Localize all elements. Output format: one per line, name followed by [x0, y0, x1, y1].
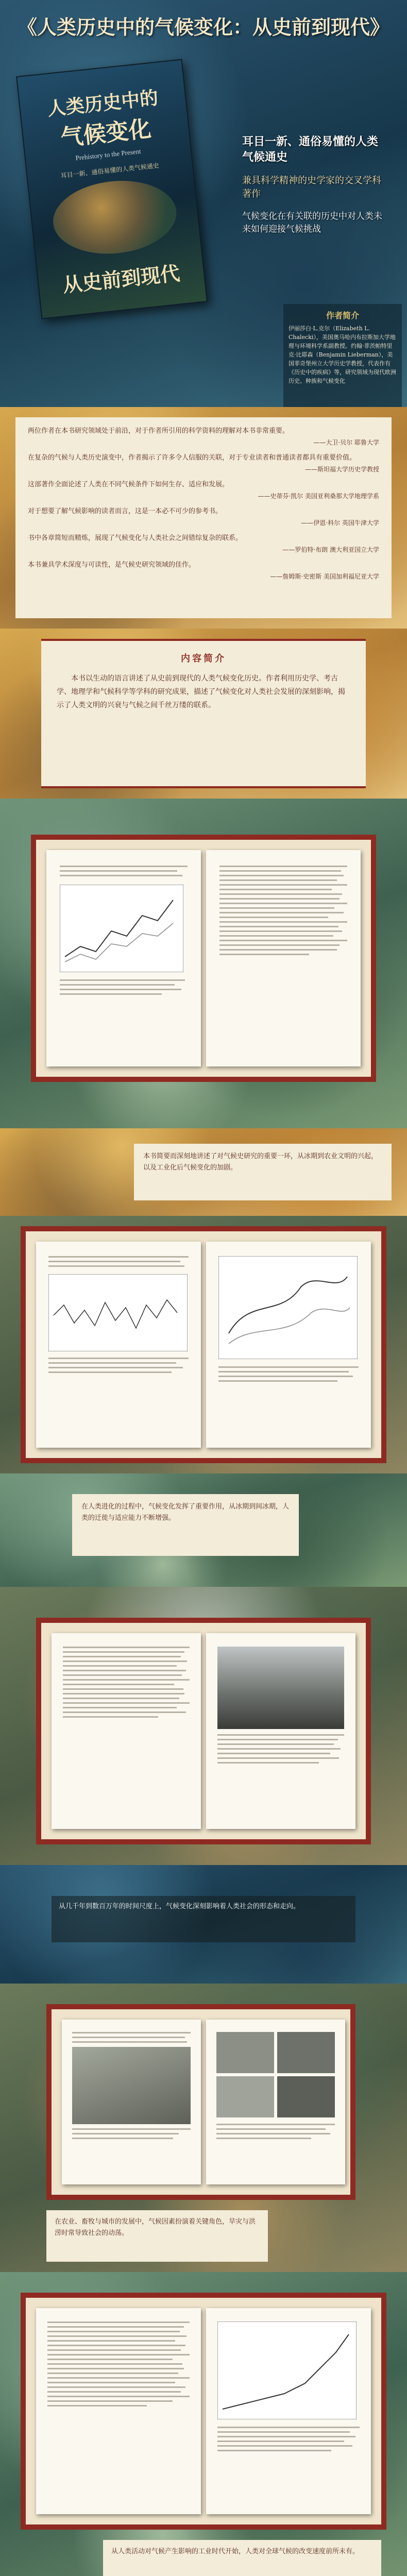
page-right-1: [206, 850, 361, 1066]
caption-box-5: [103, 2540, 381, 2576]
cover-title-2: 气候变化: [59, 115, 152, 151]
page-left-3: [52, 1633, 201, 1829]
page-left-2: [36, 1242, 201, 1448]
caption-box-3: [52, 1896, 355, 1942]
review-5: [28, 560, 379, 582]
figure-photo: [217, 1647, 344, 1729]
authors-heading: 作者简介: [326, 311, 359, 320]
review-quote: 书中各章简短而精炼，展现了气候变化与人类社会之间错综复杂的联系。: [28, 534, 243, 542]
caption-section-1: [0, 1128, 407, 1216]
caption-section-2: [0, 1473, 407, 1587]
spread-frame-4: [46, 2004, 355, 2200]
spread-frame-5: [21, 2293, 386, 2530]
page-left-1: [46, 850, 201, 1066]
caption-text: 从人类活动对气候产生影响的工业时代开始，人类对全球气候的改变速度前所未有。: [111, 2548, 360, 2555]
review-quote: 在复杂的气候与人类历史演变中，作者揭示了许多令人信服的关联，对于专业读者和普通读者都具有重要价值。: [28, 454, 357, 462]
caption-text: 在人类进化的过程中，气候变化发挥了重要作用，从冰期到间冰期，人类的迁徙与适应能力不断增强。: [81, 1503, 290, 1522]
review-source: ——罗伯特·布朗 澳大利亚国立大学: [282, 546, 379, 553]
figure-photo-grid: [216, 2032, 335, 2117]
reviews-panel: [15, 417, 392, 618]
cover-english: Prehistory to the Present: [75, 147, 142, 162]
cover-subtitle: 从史前到现代: [61, 261, 181, 297]
review-source: ——大卫·贝尔 耶鲁大学: [313, 439, 379, 446]
review-3: [28, 506, 379, 529]
blurb-3: 气候变化在有关联的历史中对人类未来如何迎接气候挑战: [242, 211, 382, 234]
intro-section: [0, 629, 407, 799]
intro-heading: 内容简介: [181, 653, 226, 664]
spread-section-5: [0, 2272, 407, 2576]
caption-text: 在农业、畜牧与城市的发展中，气候因素扮演着关键角色，旱灾与洪涝时常导致社会的动荡。: [55, 2218, 256, 2237]
review-quote: 这部著作全面论述了人类在不同气候条件下如何生存、适应和发展。: [28, 481, 229, 488]
review-0: [28, 426, 379, 448]
review-2: [28, 479, 379, 502]
cover-globe: [49, 175, 180, 260]
figure-chart: [60, 885, 183, 972]
figure-photo: [72, 2047, 191, 2124]
reviews-section: [0, 407, 407, 629]
intro-text: 本书以生动的语言讲述了从史前到现代的人类气候变化历史。作者利用历史学、考古学、地理学和气候科学等学科的研究成果，描述了气候变化对人类社会发展的深刻影响，揭示了人类文明的兴衰与气候之间千丝万缕的联系。: [57, 674, 345, 709]
review-quote: 两位作者在本书研究领域处于前沿，对于作者所引用的科学资料的理解对本书非常重要。: [28, 427, 290, 435]
hero-section: [0, 0, 407, 407]
spread-frame-2: [21, 1226, 386, 1463]
caption-box-1: [134, 1144, 392, 1200]
cover-title-1: 人类历史中的: [46, 87, 160, 121]
cover-tagline: 耳目一新、通俗易懂的人类气候通史: [60, 162, 160, 180]
author-panel: [283, 304, 402, 417]
page-right-3: [206, 1633, 355, 1829]
review-source: ——伊恩·科尔 英国牛津大学: [301, 519, 379, 527]
intro-panel: [41, 639, 366, 788]
spread-section-4: [0, 1984, 407, 2272]
caption-section-3: [0, 1865, 407, 1984]
authors-text: 伊丽莎白·L.克尔（Elizabeth L. Chalecki），美国奥马哈内布拉斯加大学地理与环境科学系副教授。约翰·菲茨帕特里克·比耶森（Benjamin Lieberman），美国菲奇堡州立大学历史学教授，代表作有《历史中的疾病》等，研究领域为现代欧洲历史、种族和气候变化: [289, 325, 396, 384]
review-source: ——斯坦福大学历史学教授: [304, 466, 379, 473]
spread-section-3: [0, 1587, 407, 1865]
figure-chart: [217, 2321, 357, 2419]
caption-text: 从几千年到数百万年的时间尺度上，气候变化深刻影响着人类社会的形态和走向。: [59, 1903, 300, 1910]
review-quote: 本书兼具学术深度与可读性，是气候史研究领域的佳作。: [28, 561, 196, 569]
blurb-1: 耳目一新、通俗易懂的人类气候通史: [242, 135, 379, 164]
caption-box-2: [72, 1494, 299, 1556]
spread-frame-3: [36, 1618, 371, 1844]
caption-text: 本书简要而深刻地讲述了对气候史研究的重要一环，从冰期到农业文明的兴起，以及工业化后气候变化的加剧。: [143, 1153, 378, 1172]
hero-blurbs: [242, 134, 386, 236]
spread-section-1: [0, 799, 407, 1128]
spread-frame-1: [31, 835, 376, 1082]
blurb-2: 兼具科学精神的史学家的交叉学科著作: [242, 175, 381, 199]
review-4: [28, 533, 379, 555]
review-source: ——詹姆斯·史密斯 美国加利福尼亚大学: [270, 573, 379, 580]
figure-map: [218, 1256, 358, 1359]
spread-section-2: [0, 1216, 407, 1473]
hero-title: 《人类历史中的气候变化：从史前到现代》: [17, 15, 389, 39]
review-quote: 对于想要了解气候影响的读者而言，这是一本必不可少的参考书。: [28, 507, 223, 515]
page-left-4: [62, 2020, 201, 2184]
page-right-2: [206, 1242, 371, 1448]
page-right-5: [206, 2308, 371, 2514]
review-source: ——史蒂芬·凯尔 美国亚利桑那大学地理学系: [258, 493, 379, 500]
caption-box-4: [46, 2210, 268, 2262]
review-1: [28, 452, 379, 475]
page-left-5: [36, 2308, 201, 2514]
page-right-4: [206, 2020, 345, 2184]
book-cover: [16, 59, 208, 319]
figure-series: [48, 1274, 188, 1351]
